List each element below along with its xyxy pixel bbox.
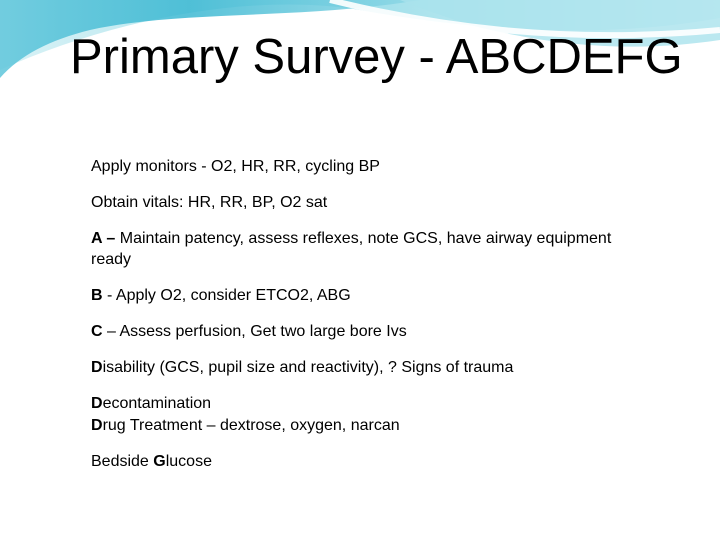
bullet-text-suffix: lucose xyxy=(165,453,212,470)
bullet-text: - Apply O2, consider ETCO2, ABG xyxy=(102,287,351,304)
bullet-list xyxy=(91,156,651,487)
bullet-text: Obtain vitals: HR, RR, BP, O2 sat xyxy=(91,194,328,211)
bullet-letter: C xyxy=(91,323,103,340)
bullet-text: econtamination xyxy=(102,395,212,412)
bullet-item-airway xyxy=(91,228,651,270)
bullet-text: Apply monitors - O2, HR, RR, cycling BP xyxy=(91,158,380,175)
bullet-text: isability (GCS, pupil size and reactivity), ? Signs of trauma xyxy=(102,359,514,376)
bullet-item-vitals xyxy=(91,192,651,213)
bullet-item-circulation xyxy=(91,321,651,342)
bullet-item-breathing xyxy=(91,285,651,306)
bullet-letter: D xyxy=(91,417,103,434)
bullet-item-disability xyxy=(91,357,651,378)
bullet-letter: A – xyxy=(91,230,116,247)
bullet-item-decontamination xyxy=(91,393,651,414)
bullet-letter: B xyxy=(91,287,103,304)
bullet-text: Bedside xyxy=(91,453,154,470)
bullet-letter: D xyxy=(91,359,103,376)
slide-title: Primary Survey - ABCDEFG xyxy=(70,30,683,84)
bullet-text: – Assess perfusion, Get two large bore Ivs xyxy=(102,323,407,340)
bullet-item-monitors xyxy=(91,156,651,177)
bullet-letter: G xyxy=(153,453,166,470)
bullet-text: Maintain patency, assess reflexes, note GCS, have airway equipment ready xyxy=(91,230,612,268)
bullet-item-glucose xyxy=(91,451,651,472)
bullet-item-drug-treatment xyxy=(91,415,651,436)
bullet-text: rug Treatment – dextrose, oxygen, narcan xyxy=(102,417,400,434)
bullet-letter: D xyxy=(91,395,103,412)
